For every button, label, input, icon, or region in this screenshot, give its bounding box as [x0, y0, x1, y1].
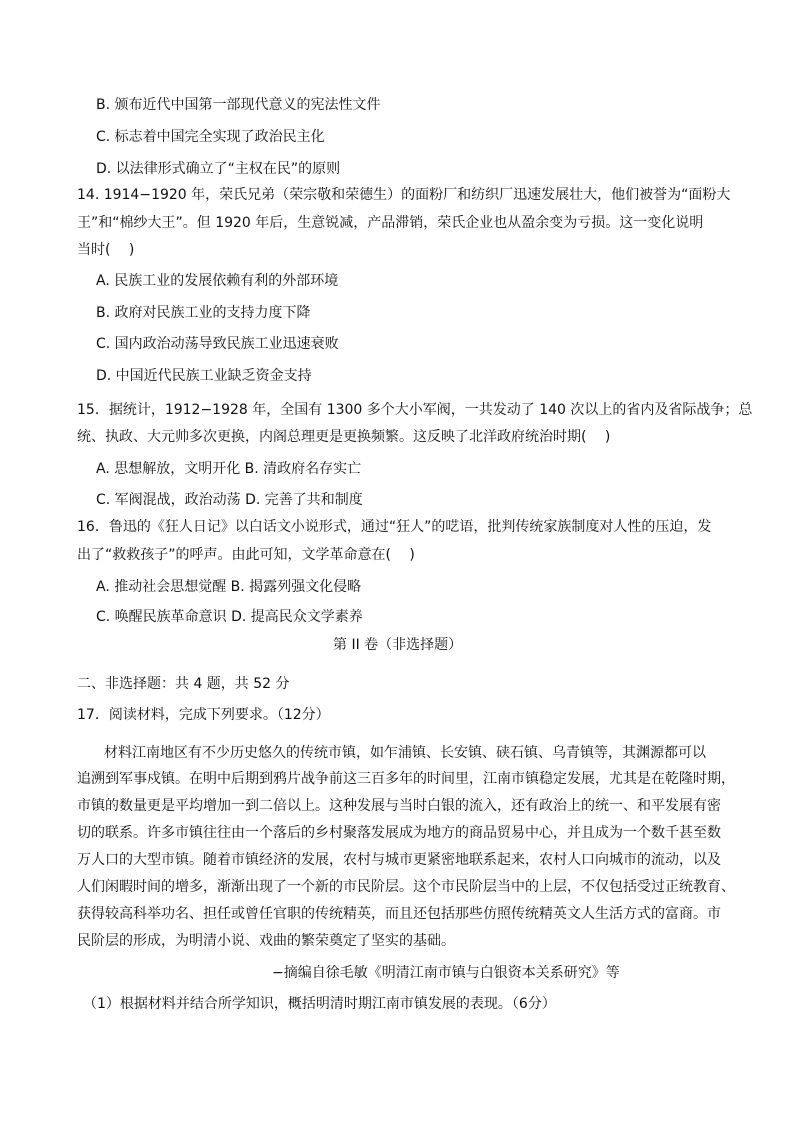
q17-material-line-3: 市镇的数量更是平均增加一到二倍以上。这种发展与当时白银的流入，还有政治上的统一、和平发展有密: [77, 798, 721, 814]
q17-material-line-7: 获得较高科举功名、担任或曾任官职的传统精英，而且还包括那些仿照传统精英文人生活方式的富商。市: [77, 906, 721, 922]
q17-material-line-6: 人们闲暇时间的增多，渐渐出现了一个新的市民阶层。这个市民阶层当中的上层，不仅包括受过正统教育、: [77, 879, 735, 895]
q17-material-line-4: 切的联系。许多市镇往往由一个落后的乡村聚落发展成为地方的商品贸易中心，并且成为一个数千甚至数: [77, 825, 721, 841]
q14-stem-line-3: 当时( ): [77, 242, 135, 258]
q15-stem-line-1: 15．据统计，1912−1928 年，全国有 1300 多个大小军阀，一共发动了 140 次以上的省内及省际战争；总: [77, 402, 753, 418]
q13-option-c: C. 标志着中国完全实现了政治民主化: [96, 129, 325, 145]
q16-options-cd: C. 唤醒民族革命意识 D. 提高民众文学素养: [96, 609, 363, 625]
q16-stem-line-2: 出了“救救孩子”的呼声。由此可知，文学革命意在( ): [77, 547, 415, 563]
q14-option-b: B. 政府对民族工业的支持力度下降: [96, 305, 311, 321]
q15-options-cd: C. 军阀混战，政治动荡 D. 完善了共和制度: [96, 492, 363, 508]
q14-option-d: D. 中国近代民族工业缺乏资金支持: [96, 368, 312, 384]
q17-stem: 17．阅读材料，完成下列要求。（12分）: [77, 707, 330, 723]
q14-option-a: A. 民族工业的发展依赖有利的外部环境: [96, 273, 339, 289]
q15-options-ab: A. 思想解放，文明开化 B. 清政府名存实亡: [96, 461, 362, 477]
part-two-heading: 二、非选择题：共 4 题，共 52 分: [77, 676, 290, 692]
q17-material-line-2: 追溯到军事戍镇。在明中后期到鸦片战争前这三百多年的时间里，江南市镇稳定发展，尤其是在乾隆时期，: [77, 771, 735, 787]
q17-material-line-5: 万人口的大型市镇。随着市镇经济的发展，农村与城市更紧密地联系起来，农村人口向城市的流动，以及: [77, 852, 721, 868]
q17-source-citation: −摘编自徐毛敏《明清江南市镇与白银资本关系研究》等: [272, 965, 620, 981]
q17-material-line-1: 材料江南地区有不少历史悠久的传统市镇，如乍浦镇、长安镇、硖石镇、乌青镇等，其渊源都可以: [104, 745, 706, 761]
q14-stem-line-2: 王”和“棉纱大王”。但 1920 年后，生意锐减，产品滞销，荣氏企业也从盈余变为亏损。这一变化说明: [77, 215, 704, 231]
q13-option-d: D. 以法律形式确立了“主权在民”的原则: [96, 161, 341, 177]
q16-stem-line-1: 16．鲁迅的《狂人日记》以白话文小说形式，通过“狂人”的呓语，批判传统家族制度对人性的压迫，发: [77, 519, 712, 535]
q16-options-ab: A. 推动社会思想觉醒 B. 揭露列强文化侵略: [96, 579, 362, 595]
q13-option-b: B. 颁布近代中国第一部现代意义的宪法性文件: [96, 97, 381, 113]
q15-stem-line-2: 统、执政、大元帅多次更换，内阁总理更是更换频繁。这反映了北洋政府统治时期( ): [77, 429, 611, 445]
q17-material-line-8: 民阶层的形成，为明清小说、戏曲的繁荣奠定了坚实的基础。: [77, 933, 455, 949]
q14-option-c: C. 国内政治动荡导致民族工业迅速衰败: [96, 336, 339, 352]
q17-subquestion-1: （1）根据材料并结合所学知识，概括明清时期江南市镇发展的表现。（6分）: [83, 996, 556, 1012]
section-title: 第 II 卷（非选择题）: [333, 637, 463, 653]
q14-stem-line-1: 14. 1914−1920 年，荣氏兄弟（荣宗敬和荣德生）的面粉厂和纺织厂迅速发展壮大，他们被誉为“面粉大: [77, 187, 731, 203]
